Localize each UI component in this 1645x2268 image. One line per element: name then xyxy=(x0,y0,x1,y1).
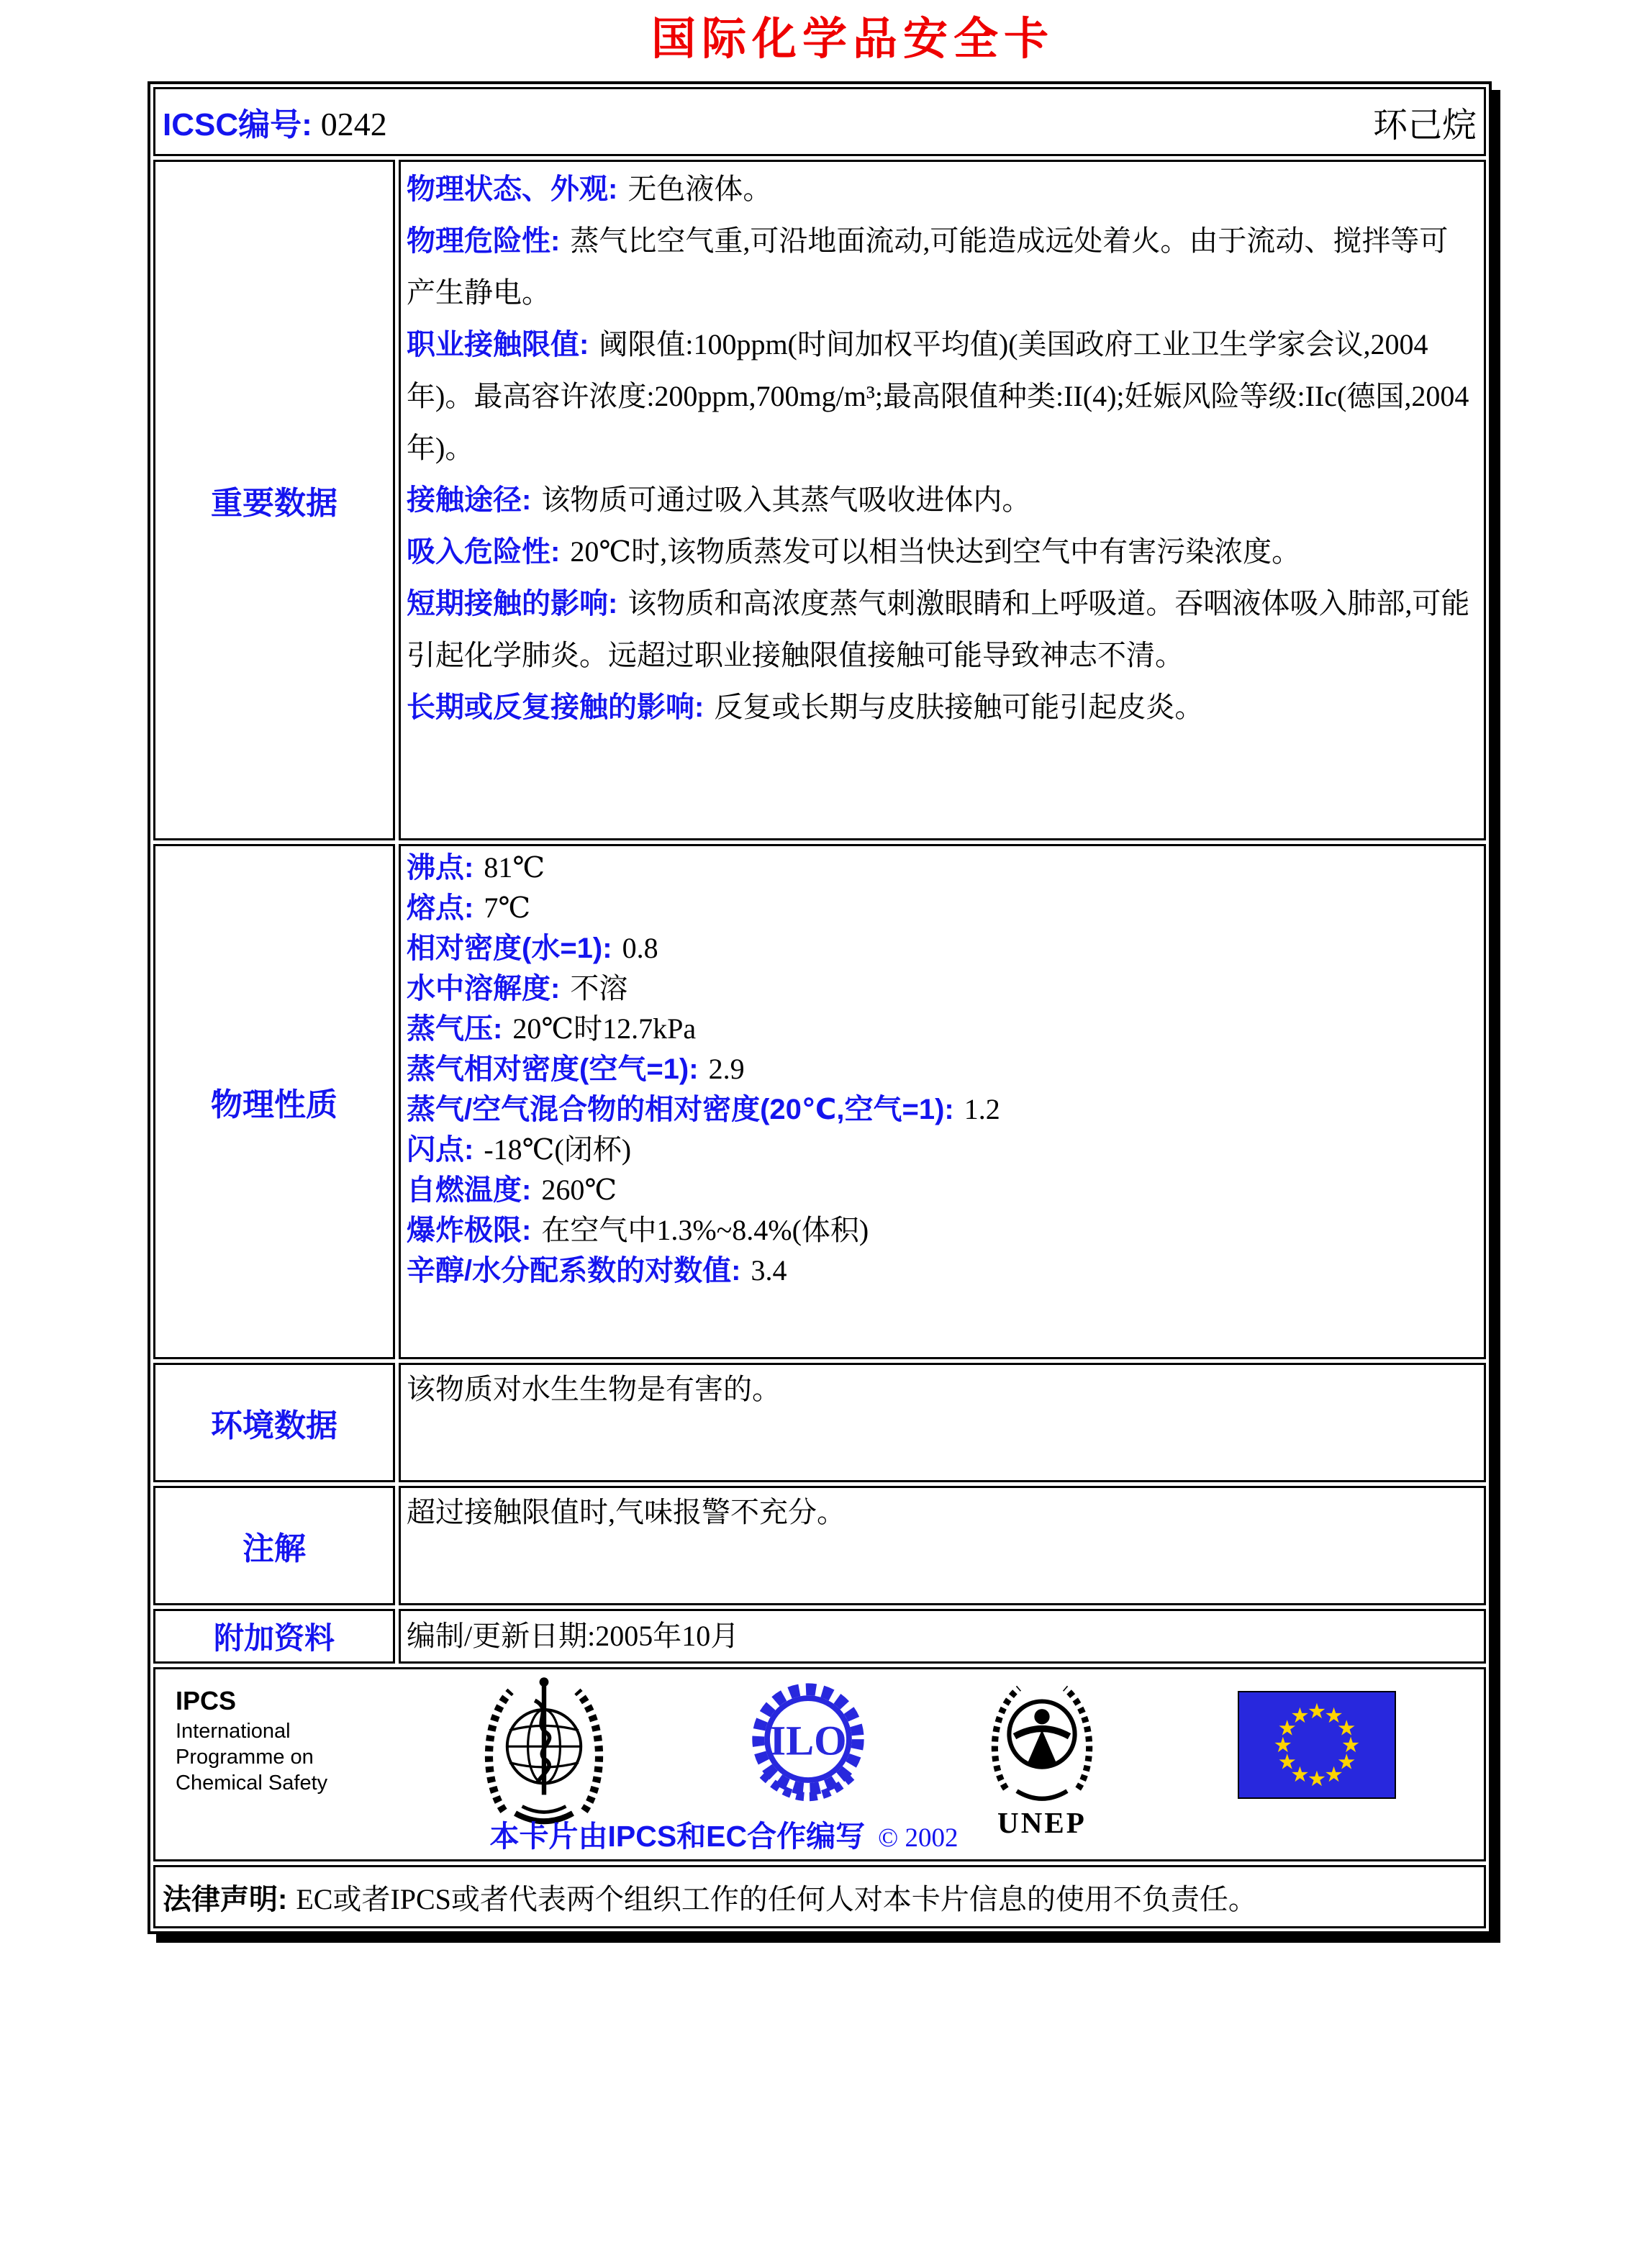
item-label: 长期或反复接触的影响: xyxy=(407,691,704,723)
icsc-card xyxy=(148,81,1492,1934)
svg-text:★: ★ xyxy=(1341,1733,1361,1757)
item-value: -18℃(闭杯) xyxy=(484,1133,632,1166)
important-data-content xyxy=(399,160,1486,840)
legal-cell xyxy=(153,1865,1486,1928)
physical-item xyxy=(407,969,1477,1009)
item-label: 自燃温度: xyxy=(407,1174,532,1206)
item-label: 熔点: xyxy=(407,892,474,924)
item-value: 不溶 xyxy=(570,972,628,1004)
ipcs-line: Chemical Safety xyxy=(176,1772,328,1795)
physical-item xyxy=(407,1049,1477,1089)
item-value: 反复或长期与皮肤接触可能引起皮炎。 xyxy=(714,691,1204,723)
svg-text:★: ★ xyxy=(1290,1702,1310,1728)
item-label: 蒸气相对密度(空气=1): xyxy=(407,1053,699,1085)
icsc-number-value: 0242 xyxy=(320,106,387,142)
section-title-environment-data: 环境数据 xyxy=(153,1363,395,1482)
logos-row xyxy=(153,1667,1486,1861)
svg-text:★: ★ xyxy=(1337,1715,1356,1741)
item-value: 81℃ xyxy=(484,851,545,884)
header-row xyxy=(153,87,1486,156)
icsc-number-group xyxy=(163,99,387,145)
item-value: 3.4 xyxy=(751,1254,787,1287)
svg-text:★: ★ xyxy=(1307,1698,1327,1723)
logos-cell xyxy=(153,1667,1486,1861)
environment-data-row xyxy=(153,1363,1486,1482)
physical-item xyxy=(407,928,1477,969)
physical-item xyxy=(407,1089,1477,1130)
physical-item xyxy=(407,1009,1477,1049)
page-title: 国际化学品安全卡 xyxy=(651,12,1054,65)
item-value: 2.9 xyxy=(708,1053,745,1085)
item-label: 接触途径: xyxy=(407,484,532,516)
item-value: 7℃ xyxy=(484,892,531,924)
important-data-row xyxy=(153,160,1486,840)
item-label: 职业接触限值: xyxy=(407,329,589,360)
important-item xyxy=(407,578,1477,681)
item-label: 辛醇/水分配系数的对数值: xyxy=(407,1255,741,1287)
unep-logo-icon xyxy=(982,1675,1102,1839)
header-cell xyxy=(153,87,1486,156)
item-label: 蒸气压: xyxy=(407,1013,503,1045)
physical-item xyxy=(407,848,1477,888)
unep-label: UNEP xyxy=(997,1805,1087,1839)
item-value: 该物质可通过吸入其蒸气吸收进体内。 xyxy=(541,484,1031,516)
physical-properties-row xyxy=(153,844,1486,1359)
item-value: 蒸气比空气重,可沿地面流动,可能造成远处着火。由于流动、搅拌等可产生静电。 xyxy=(407,224,1449,309)
ipcs-text-block xyxy=(176,1688,327,1796)
physical-item xyxy=(407,1251,1477,1291)
item-value: 在空气中1.3%~8.4%(体积) xyxy=(541,1214,869,1246)
additional-info-row xyxy=(153,1609,1486,1664)
item-label: 蒸气/空气混合物的相对密度(20℃,空气=1): xyxy=(407,1094,954,1125)
chemical-name: 环己烷 xyxy=(1372,106,1477,145)
ipcs-acronym: IPCS xyxy=(176,1686,237,1715)
item-value: 260℃ xyxy=(541,1174,617,1206)
notes-content xyxy=(399,1486,1486,1605)
item-label: 闪点: xyxy=(407,1134,474,1166)
important-item xyxy=(407,681,1477,733)
important-item xyxy=(407,474,1477,526)
icsc-number-label: ICSC编号: xyxy=(163,107,312,142)
credit-line xyxy=(489,1813,958,1855)
item-label: 沸点: xyxy=(407,852,474,884)
ipcs-line: Programme on xyxy=(176,1746,314,1769)
item-label: 吸入危险性: xyxy=(407,536,561,568)
item-value: 无色液体。 xyxy=(627,173,772,205)
svg-text:★: ★ xyxy=(1324,1702,1343,1728)
physical-item xyxy=(407,1210,1477,1251)
item-value: 阈限值:100ppm(时间加权平均值)(美国政府工业卫生学家会议,2004年)。最高容许浓度:200ppm,700mg/m³;最高限值种类:II(4);妊娠风险等级:IIc(德国,2004年)。 xyxy=(407,328,1469,464)
svg-text:★: ★ xyxy=(1277,1715,1297,1741)
item-label: 物理危险性: xyxy=(407,225,561,257)
additional-info-content xyxy=(399,1609,1486,1664)
item-value: 1.2 xyxy=(964,1093,1000,1125)
ilo-logo-icon xyxy=(747,1679,869,1823)
item-label: 短期接触的影响: xyxy=(407,588,618,620)
ilo-label: ILO xyxy=(769,1717,847,1764)
important-item xyxy=(407,319,1477,474)
item-value: 20℃时,该物质蒸发可以相当快达到空气中有害污染浓度。 xyxy=(570,535,1301,568)
item-label: 爆炸极限: xyxy=(407,1215,532,1246)
svg-text:★: ★ xyxy=(1277,1749,1297,1774)
item-value: 该物质和高浓度蒸气刺激眼睛和上呼吸道。吞咽液体吸入肺部,可能引起化学肺炎。远超过职业接触限值接触可能导致神志不清。 xyxy=(407,587,1470,671)
svg-text:★: ★ xyxy=(1273,1733,1293,1757)
item-label: 水中溶解度: xyxy=(407,973,561,1004)
important-item xyxy=(407,215,1477,319)
section-title-notes: 注解 xyxy=(153,1486,395,1605)
notes-text: 超过接触限值时,气味报警不充分。 xyxy=(407,1496,846,1528)
physical-item xyxy=(407,888,1477,928)
item-label: 相对密度(水=1): xyxy=(407,933,612,964)
item-value: 20℃时12.7kPa xyxy=(512,1012,697,1045)
environment-text: 该物质对水生生物是有害的。 xyxy=(407,1373,781,1405)
important-item xyxy=(407,526,1477,578)
svg-text:★: ★ xyxy=(1337,1749,1356,1774)
svg-text:★: ★ xyxy=(1290,1762,1310,1787)
section-title-physical-properties: 物理性质 xyxy=(153,844,395,1359)
important-item xyxy=(407,163,1477,215)
item-label: 物理状态、外观: xyxy=(407,173,618,205)
ipcs-line: International xyxy=(176,1720,291,1743)
notes-row xyxy=(153,1486,1486,1605)
section-title-important-data: 重要数据 xyxy=(153,160,395,840)
physical-item xyxy=(407,1170,1477,1210)
environment-data-content xyxy=(399,1363,1486,1482)
physical-item xyxy=(407,1130,1477,1170)
legal-text: EC或者IPCS或者代表两个组织工作的任何人对本卡片信息的使用不负责任。 xyxy=(296,1882,1257,1915)
svg-text:★: ★ xyxy=(1307,1766,1327,1792)
additional-info-text: 编制/更新日期:2005年10月 xyxy=(407,1620,740,1652)
copyright-text: © 2002 xyxy=(878,1823,959,1853)
credit-text: 本卡片由IPCS和EC合作编写 xyxy=(489,1820,866,1853)
svg-text:★: ★ xyxy=(1324,1762,1343,1787)
eu-flag-icon xyxy=(1238,1691,1396,1799)
physical-properties-content xyxy=(399,844,1486,1359)
item-value: 0.8 xyxy=(622,932,658,964)
section-title-additional-info: 附加资料 xyxy=(153,1609,395,1664)
legal-label: 法律声明: xyxy=(163,1883,288,1915)
legal-row xyxy=(153,1865,1486,1928)
